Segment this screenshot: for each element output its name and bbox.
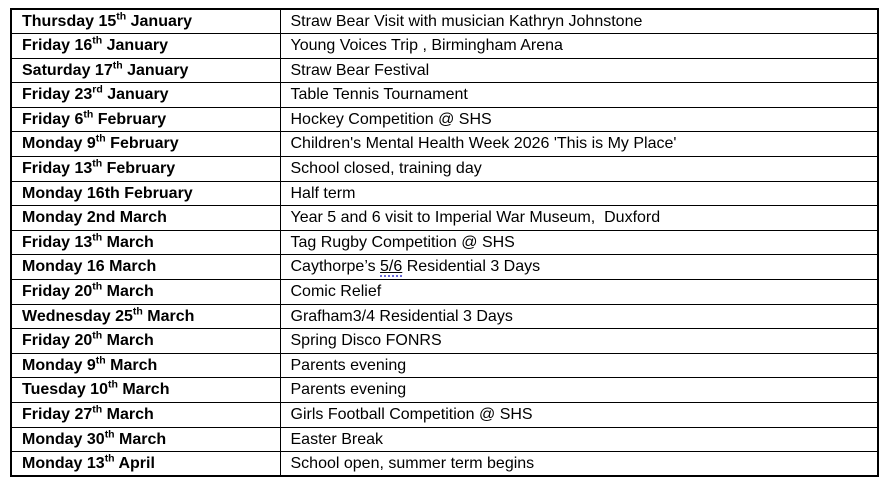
date-text: Friday 13 (22, 160, 93, 178)
date-ordinal-superscript: th (104, 452, 115, 465)
event-cell (280, 255, 878, 280)
date-cell (11, 353, 280, 378)
event-text: Children's Mental Health Week 2026 'This is My Place' (290, 135, 677, 153)
event-text: Table Tennis Tournament (290, 86, 468, 104)
date-month-text: March (102, 283, 154, 301)
table-row (11, 83, 878, 108)
date-cell (11, 230, 280, 255)
date-month-text: March (114, 430, 167, 448)
table-row (11, 157, 878, 182)
event-text: Young Voices Trip , Birmingham Arena (290, 37, 563, 55)
event-cell (280, 304, 878, 329)
date-text: Monday 13 (22, 454, 105, 472)
event-cell (280, 403, 878, 428)
date-text: Monday 9 (22, 135, 96, 153)
event-text: Parents evening (290, 356, 407, 374)
table-row (11, 452, 878, 477)
event-cell (280, 107, 878, 132)
date-ordinal-superscript: th (92, 34, 103, 47)
date-ordinal-superscript: th (116, 10, 127, 23)
event-text: Girls Football Competition @ SHS (290, 406, 533, 423)
date-ordinal-superscript: th (95, 133, 106, 146)
date-text: Monday 9 (22, 356, 96, 374)
event-text: Straw Bear Festival (290, 61, 430, 79)
event-text: Straw Bear Visit with musician Kathryn Johnstone (290, 12, 643, 30)
event-cell (280, 280, 878, 305)
event-cell (280, 329, 878, 354)
event-cell (280, 34, 878, 59)
date-text: Friday 23 (22, 86, 93, 104)
spellcheck-underlined-text: 5/6 (380, 258, 403, 276)
date-text: Monday 2nd March (22, 209, 167, 227)
event-text: Year 5 and 6 visit to Imperial War Museum, Duxford (290, 209, 661, 227)
table-row (11, 329, 878, 354)
event-text: Parents evening (290, 381, 407, 399)
date-ordinal-superscript: th (95, 354, 106, 367)
date-cell (11, 58, 280, 83)
date-month-text: February (102, 160, 176, 178)
date-cell (11, 9, 280, 34)
table-row (11, 378, 878, 403)
event-cell (280, 427, 878, 452)
school-events-table (10, 8, 879, 477)
date-ordinal-superscript: th (92, 403, 103, 416)
event-cell (280, 58, 878, 83)
date-cell (11, 427, 280, 452)
date-month-text: January (122, 61, 189, 79)
date-ordinal-superscript: th (104, 428, 115, 441)
event-text: Grafham3/4 Residential 3 Days (290, 307, 513, 325)
table-row (11, 132, 878, 157)
date-text: Friday 16 (22, 37, 93, 55)
date-month-text: March (142, 307, 195, 325)
date-month-text: April (114, 454, 155, 472)
event-cell (280, 452, 878, 477)
date-text: Monday 30 (22, 430, 105, 448)
event-text: Spring Disco FONRS (290, 332, 442, 350)
event-text-continued: Residential 3 Days (402, 258, 541, 276)
event-text: School open, summer term begins (290, 454, 535, 472)
date-month-text: March (102, 406, 154, 423)
date-cell (11, 378, 280, 403)
date-month-text: February (105, 135, 179, 153)
date-text: Friday 13 (22, 233, 93, 251)
date-text: Tuesday 10 (22, 381, 108, 399)
event-cell (280, 9, 878, 34)
event-text: Easter Break (290, 430, 383, 448)
date-cell (11, 132, 280, 157)
event-text: Tag Rugby Competition @ SHS (290, 233, 515, 251)
event-cell (280, 230, 878, 255)
table-row (11, 58, 878, 83)
event-cell (280, 181, 878, 206)
date-cell (11, 83, 280, 108)
date-month-text: January (102, 86, 169, 104)
date-month-text: January (102, 37, 168, 55)
date-month-text: March (102, 332, 154, 350)
date-cell (11, 403, 280, 428)
table-row (11, 353, 878, 378)
table-row (11, 427, 878, 452)
event-text: Comic Relief (290, 283, 382, 301)
date-text: Friday 27 (22, 406, 93, 423)
table-row (11, 304, 878, 329)
event-cell (280, 353, 878, 378)
table-row (11, 255, 878, 280)
event-text: Caythorpe’s (290, 258, 381, 276)
table-body (11, 9, 878, 476)
date-cell (11, 34, 280, 59)
event-cell (280, 132, 878, 157)
event-text: Hockey Competition @ SHS (290, 110, 492, 128)
date-ordinal-superscript: th (132, 305, 143, 318)
table-row (11, 9, 878, 34)
date-text: Friday 20 (22, 283, 93, 301)
date-cell (11, 280, 280, 305)
date-ordinal-superscript: rd (92, 83, 103, 96)
date-month-text: March (117, 381, 170, 399)
date-text: Wednesday 25 (22, 307, 133, 325)
table-row (11, 181, 878, 206)
date-cell (11, 452, 280, 477)
date-month-text: January (126, 12, 192, 30)
date-text: Thursday 15 (22, 12, 117, 30)
table-row (11, 403, 878, 428)
date-text: Monday 16 March (22, 258, 157, 276)
date-text: Monday 16th February (22, 184, 193, 202)
date-ordinal-superscript: th (112, 59, 123, 72)
date-cell (11, 255, 280, 280)
table-row (11, 230, 878, 255)
table-row (11, 34, 878, 59)
date-month-text: February (93, 110, 167, 128)
date-ordinal-superscript: th (92, 231, 103, 244)
event-cell (280, 206, 878, 231)
table-row (11, 280, 878, 305)
table-row (11, 107, 878, 132)
event-cell (280, 378, 878, 403)
date-text: Friday 6 (22, 110, 84, 128)
event-text: Half term (290, 184, 356, 202)
date-ordinal-superscript: th (92, 280, 103, 293)
date-month-text: March (102, 233, 154, 251)
event-cell (280, 157, 878, 182)
date-ordinal-superscript: th (83, 108, 94, 121)
event-cell (280, 83, 878, 108)
date-cell (11, 329, 280, 354)
date-ordinal-superscript: th (107, 379, 118, 392)
date-month-text: March (105, 356, 158, 374)
date-ordinal-superscript: th (92, 329, 103, 342)
date-ordinal-superscript: th (92, 157, 103, 170)
date-cell (11, 157, 280, 182)
date-cell (11, 206, 280, 231)
date-cell (11, 181, 280, 206)
event-text: School closed, training day (290, 160, 482, 178)
date-cell (11, 107, 280, 132)
table-row (11, 206, 878, 231)
date-cell (11, 304, 280, 329)
date-text: Saturday 17 (22, 61, 113, 79)
date-text: Friday 20 (22, 332, 93, 350)
